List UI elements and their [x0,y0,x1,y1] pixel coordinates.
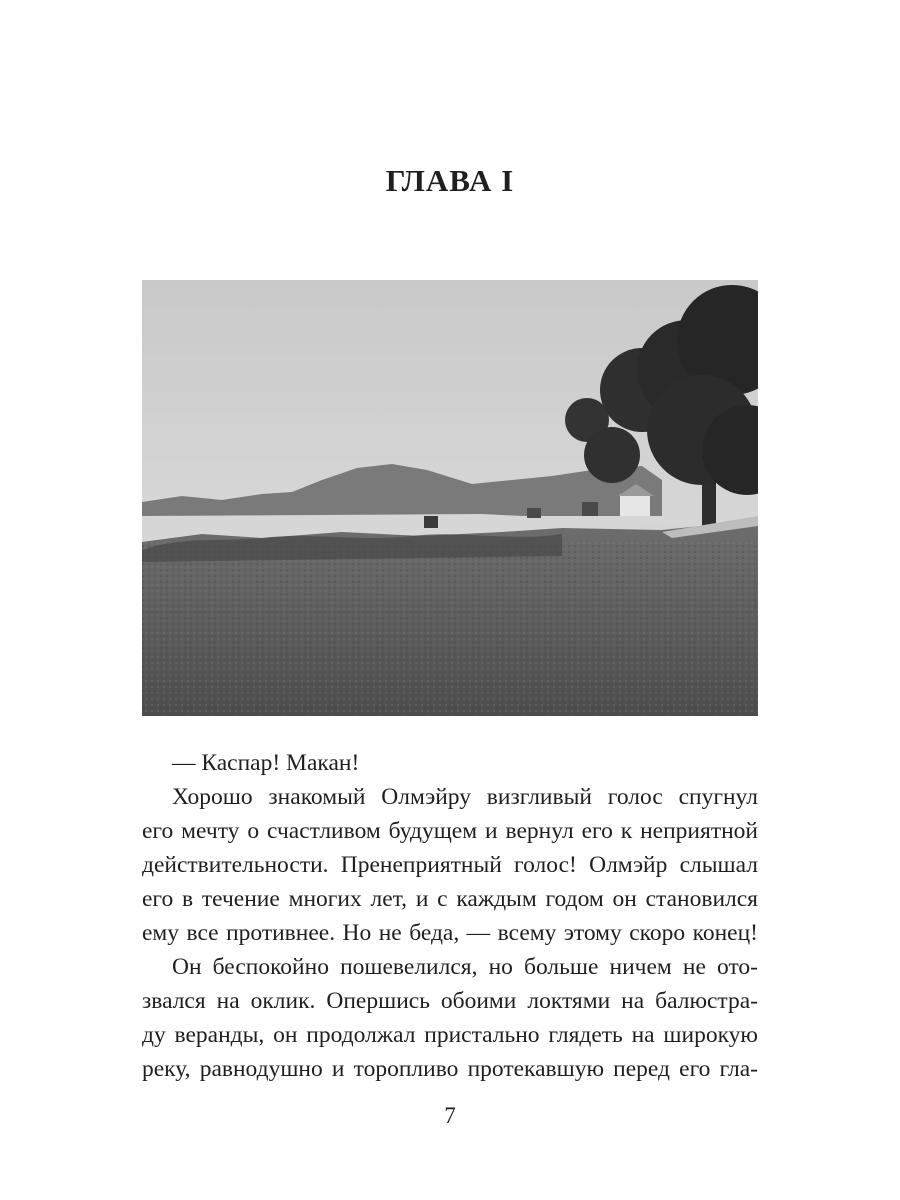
text-line: ему все противнее. Но не беда, — всему этому скоро конец! [142,920,758,946]
village-hut [527,508,541,518]
text-line: ду веранды, он продолжал пристально глядеть на широкую [142,1022,758,1048]
text-line: звался на оклик. Опершись обоими локтями на балюстра- [142,988,758,1014]
village-hut [582,502,598,516]
river-landscape-image [142,280,758,716]
text-line: Он беспокойно пошевелился, но больше ничем не ото- [172,954,758,980]
text-line: его в течение многих лет, и с каждым годом он становился [142,886,758,912]
village-house [620,494,650,516]
river-landscape-photo [142,280,758,716]
text-line: действительности. Пренеприятный голос! Олмэйр слышал [142,852,758,878]
text-line: Хорошо знакомый Олмэйру визгливый голос спугнул [172,784,758,810]
hut-on-river [424,516,438,528]
text-line: реку, равнодушно и торопливо протекавшую перед его гла- [142,1056,758,1082]
text-line: — Каспар! Макан! [172,750,360,776]
page-number: 7 [444,1103,456,1128]
text-line: его мечту о счастливом будущем и вернул его к неприятной [142,818,758,844]
chapter-body-text [142,746,758,1086]
grass-texture [142,542,758,716]
chapter-title: ГЛАВА I [385,163,515,198]
